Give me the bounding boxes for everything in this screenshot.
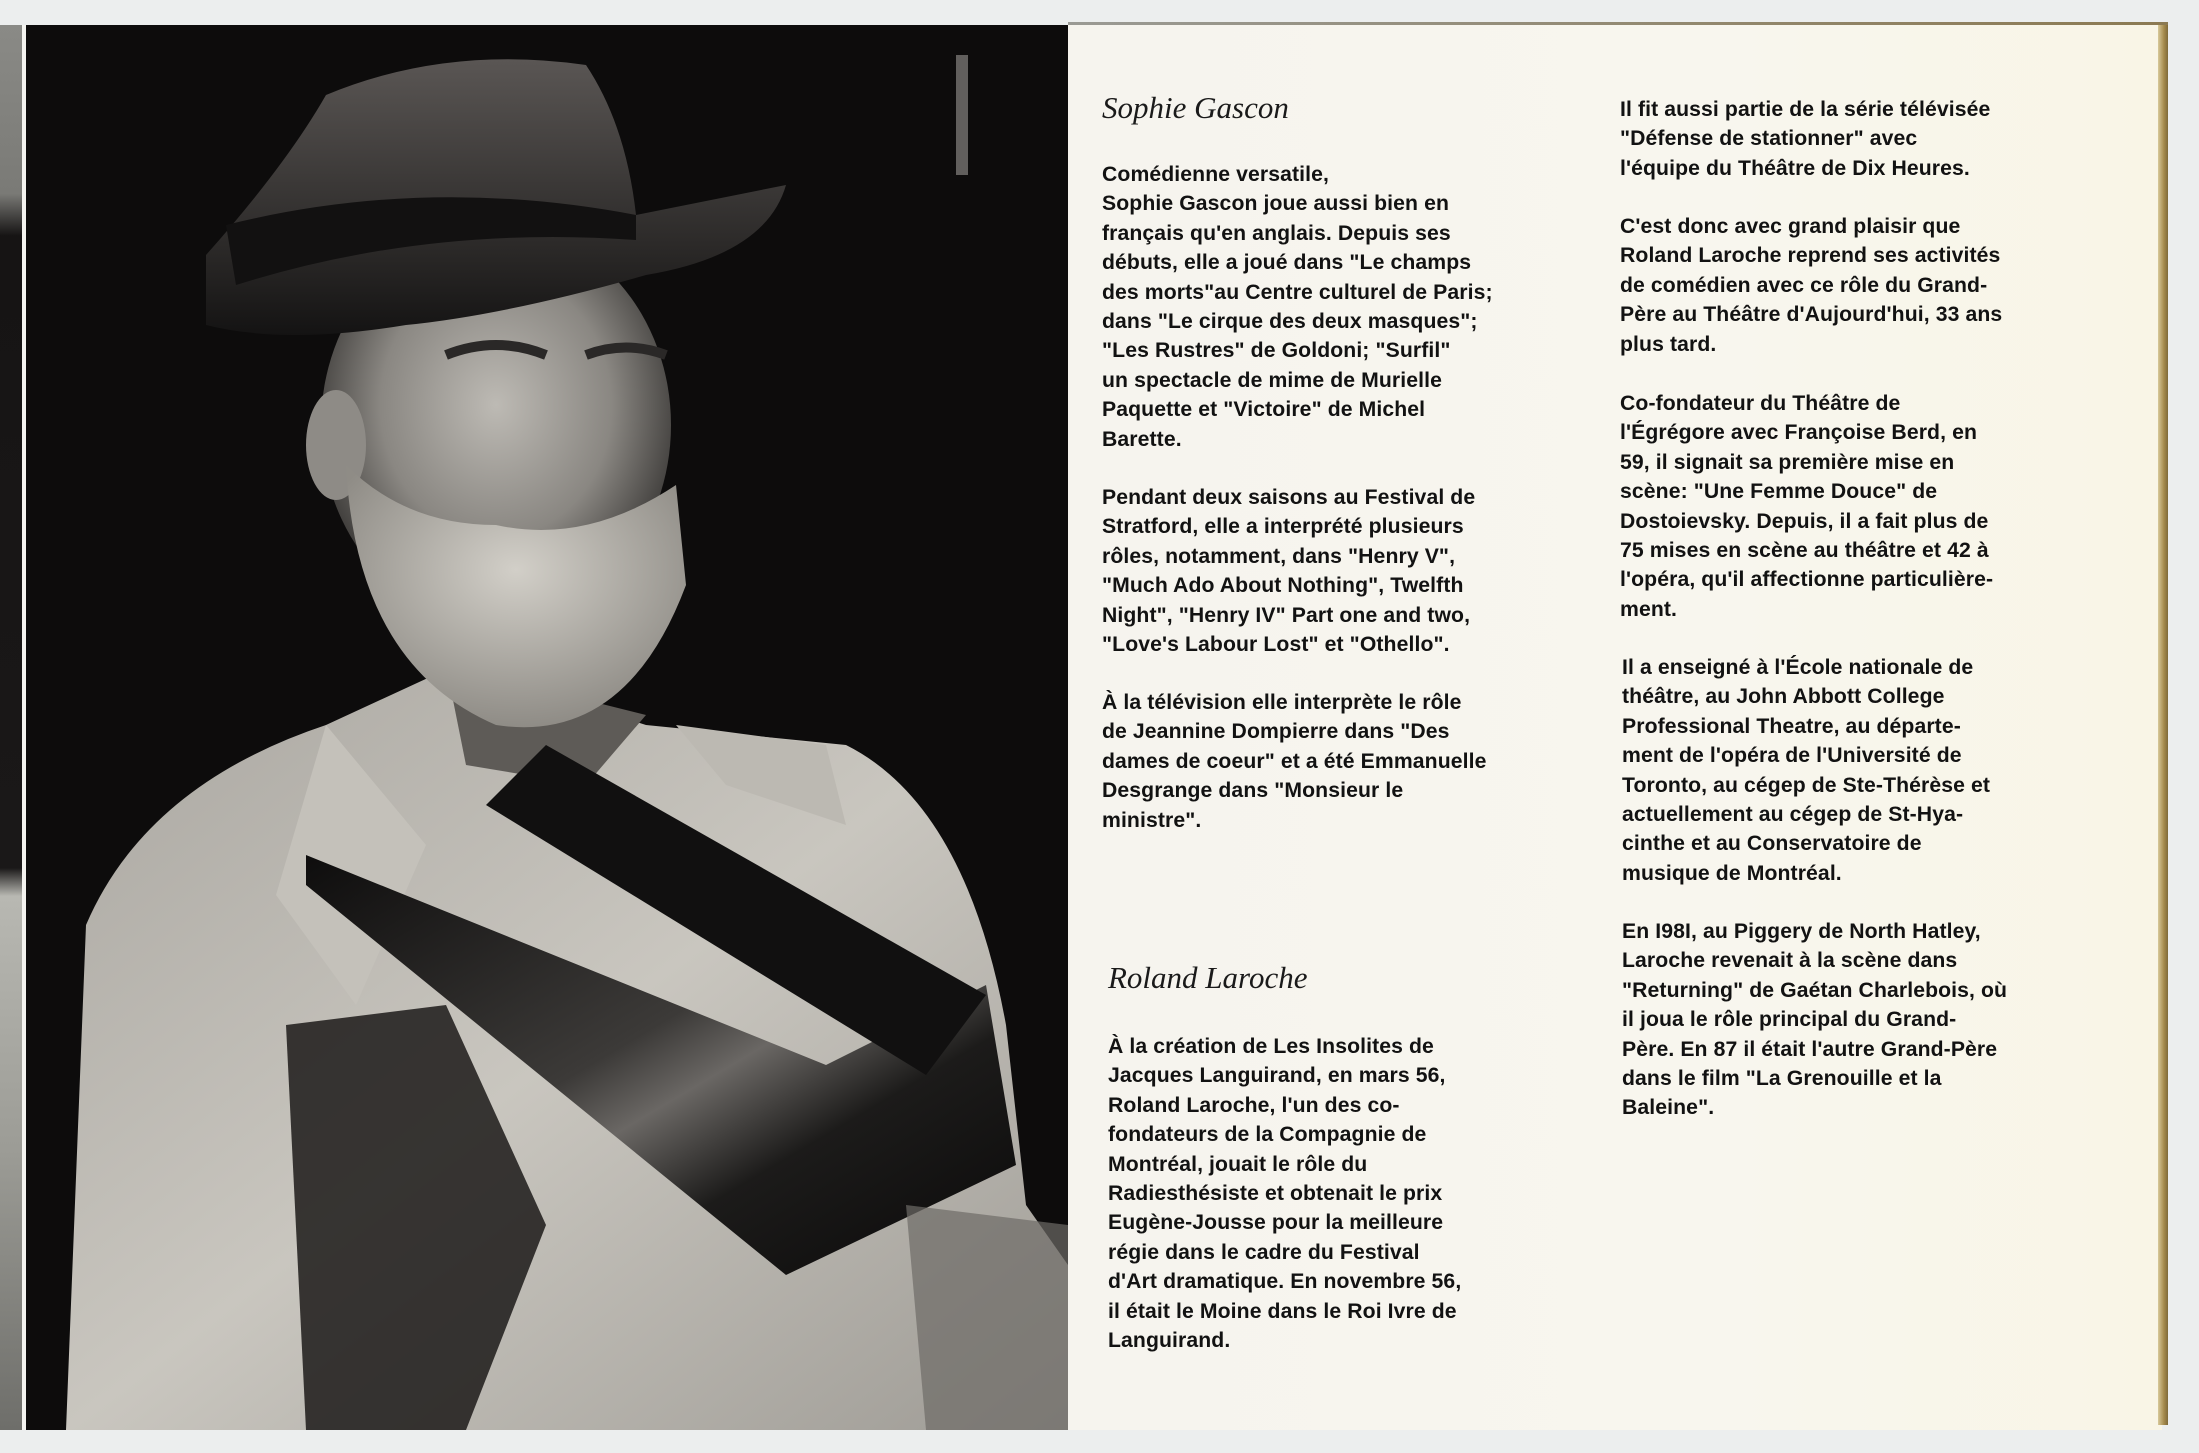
paragraph: Comédienne versatile, Sophie Gascon joue aussi bien en français qu'en anglais. Depuis ses débuts, elle a joué dans "Le champs des morts"au Centre culturel de Paris; dans "Le cirque des deux masques"; "Les Rustres" de Goldoni; "Surfil" un spectacle de mime de Murielle Paquette et "Victoire" de Michel Barette. <box>1102 163 1493 451</box>
paragraph: Pendant deux saisons au Festival de Stratford, elle a interprété plusieurs rôles, notamment, dans "Henry V", "Much Ado About Nothing", Twelfth Night", "Henry IV" Part one and two, "Love's Labour Lost" et "Othello". <box>1102 486 1476 657</box>
paragraph: C'est donc avec grand plaisir que Roland Laroche reprend ses activités de comédien avec ce rôle du Grand- Père au Théâtre d'Aujourd'hui, 33 ans plus tard. <box>1620 215 2003 356</box>
heading-sophie-gascon: Sophie Gascon <box>1102 90 1289 125</box>
paragraph: En I98I, au Piggery de North Hatley, Laroche revenait à la scène dans "Returning" de Gaétan Charlebois, où il joua le rôle principal du Grand- Père. En 87 il était l'autre Grand-Père dans le film "La Grenouille et la Baleine". <box>1622 920 2008 1120</box>
paragraph: Il fit aussi partie de la série télévisée "Défense de stationner" avec l'équipe du Théâtre de Dix Heures. <box>1620 98 1991 180</box>
heading-roland-laroche: Roland Laroche <box>1108 960 1308 995</box>
portrait-photo-icon <box>26 25 1068 1430</box>
adjacent-page-photo-edge <box>0 25 22 1430</box>
text-page <box>1068 25 2162 1430</box>
paragraph: Il a enseigné à l'École nationale de théâtre, au John Abbott College Professional Theatre, au départe- ment de l'opéra de l'Université de Toronto, au cégep de Ste-Thérèse et actuellement au cégep de St-Hya- cinthe et au Conservatoire de musique de Montréal. <box>1622 656 1991 885</box>
paragraph: À la télévision elle interprète le rôle de Jeannine Dompierre dans "Des dames de coeur" et a été Emmanuelle Desgrange dans "Monsieur le ministre". <box>1102 691 1487 832</box>
paragraph: À la création de Les Insolites de Jacques Languirand, en mars 56, Roland Laroche, l'un des co- fondateurs de la Compagnie de Montréal, jouait le rôle du Radiesthésiste et obtenait le prix Eugène-Jousse pour la meilleure régie dans le cadre du Festival d'Art dramatique. En novembre 56, il était le Moine dans le Roi Ivre de Languirand. <box>1108 1035 1462 1353</box>
portrait-photo <box>26 25 1068 1430</box>
paragraph: Co-fondateur du Théâtre de l'Égrégore avec Françoise Berd, en 59, il signait sa première mise en scène: "Une Femme Douce" de Dostoievsky. Depuis, il a fait plus de 75 mises en scène au théâtre et 42 à l'opéra, qu'il affectionne particulière- ment. <box>1620 392 1994 621</box>
page-right-edge <box>2158 25 2168 1425</box>
